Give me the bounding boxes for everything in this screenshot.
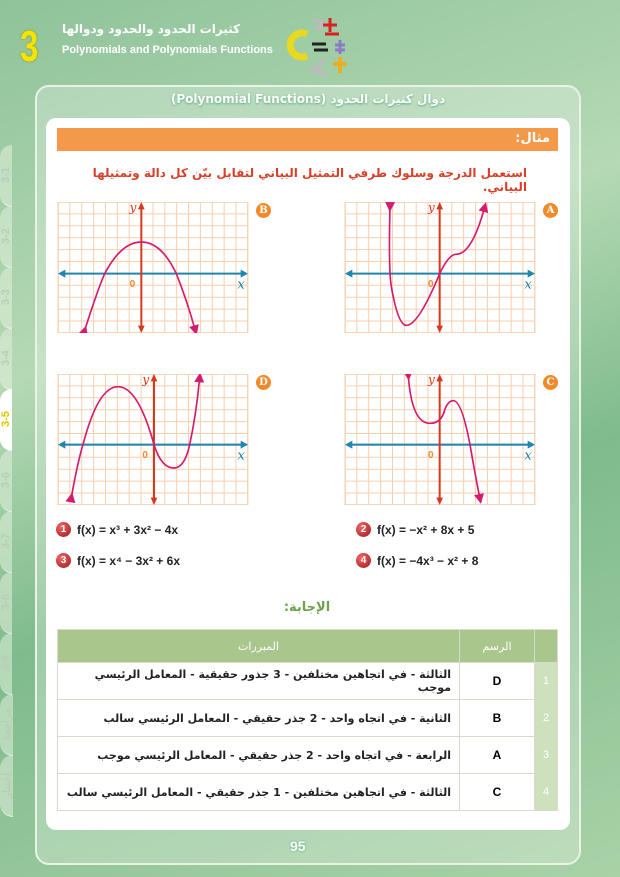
equation-number: 4 (356, 553, 371, 568)
table-row (58, 663, 558, 700)
chapter-title-ar: كثيرات الحدود والحدود ودوالها (62, 22, 241, 36)
graph-b (57, 202, 249, 333)
graph-header: الرسم (460, 630, 535, 663)
equation-text: f(x) = x³ + 3x² − 4x (77, 522, 179, 537)
lesson-tabs (0, 145, 36, 816)
graph-label-a: A (543, 203, 558, 218)
row-graph: B (460, 700, 535, 737)
lesson-tab[interactable]: 3-9 (0, 633, 12, 695)
equation-4 (356, 553, 478, 568)
graph-label-c: C (543, 375, 558, 390)
row-graph: A (460, 737, 535, 774)
lesson-tab[interactable]: 3-3 (0, 267, 12, 329)
lesson-tab[interactable]: 3-1 (0, 145, 12, 207)
x-axis-label: x (524, 448, 532, 464)
instruction-text: استعمل الدرجة وسلوك طرفي التمثيل البياني لتقابل بيّن كل دالة وتمثيلها البياني. (92, 166, 527, 194)
origin-label: 0 (428, 450, 434, 461)
lesson-tab[interactable]: 3-8 (0, 572, 12, 634)
lesson-tab[interactable]: 3-2 (0, 206, 12, 268)
row-graph: D (460, 663, 535, 700)
lesson-tab[interactable]: 3-4 (0, 328, 12, 390)
x-axis-label: x (237, 277, 245, 293)
chapter-number: 3 (20, 22, 39, 71)
equation-number: 2 (356, 522, 371, 537)
table-row (58, 774, 558, 811)
graph-c (344, 374, 536, 505)
row-reason: الثانية - في اتجاه واحد - 2 جذر حقيقي - المعامل الرئيسي سالب (58, 700, 460, 737)
row-graph: C (460, 774, 535, 811)
reasons-header: المبررات (58, 630, 460, 663)
table-row (58, 737, 558, 774)
lesson-tab[interactable]: مراجعة (0, 694, 13, 756)
row-number: 4 (535, 774, 558, 811)
row-reason: الثالثة - في اتجاهين مختلفين - 1 جذر حقيقي - المعامل الرئيسي سالب (58, 774, 460, 811)
lesson-tab[interactable]: 3-6 (0, 450, 12, 512)
graph-label-d: D (256, 375, 271, 390)
origin-label: 0 (129, 279, 136, 290)
equation-number: 3 (56, 553, 71, 568)
equation-text: f(x) = −4x³ − x² + 8 (377, 553, 479, 568)
row-number: 1 (535, 663, 558, 700)
equation-1 (56, 522, 178, 537)
x-axis-label: x (524, 277, 532, 293)
x-axis-label: x (237, 448, 245, 464)
origin-label: 0 (142, 450, 148, 461)
y-axis-label: y (428, 202, 435, 215)
math-symbols-logo-icon (285, 12, 360, 82)
y-axis-label: y (428, 374, 435, 387)
equation-text: f(x) = −x² + 8x + 5 (377, 522, 475, 537)
graph-label-b: B (256, 203, 271, 218)
answer-table (57, 629, 558, 811)
equation-number: 1 (56, 522, 71, 537)
equation-text: f(x) = x⁴ − 3x² + 6x (77, 553, 180, 568)
page-number: 95 (290, 838, 306, 854)
row-reason: الرابعة - في اتجاه واحد - 2 جذر حقيقي - المعامل الرئيسي موجب (58, 737, 460, 774)
row-number: 3 (535, 737, 558, 774)
lesson-tab[interactable]: 3-7 (0, 511, 12, 573)
row-reason: الثالثة - في اتجاهين مختلفين - 3 جذور حقيقية - المعامل الرئيسي موجب (58, 663, 460, 700)
y-axis-label: y (142, 374, 150, 387)
example-header: مثال: (57, 128, 558, 151)
lesson-title: دوال كثيرات الحدود (Polynomial Functions) (170, 92, 446, 106)
origin-label: 0 (428, 279, 434, 290)
answer-label: الإجابة: (283, 600, 331, 615)
y-axis-label: y (129, 202, 137, 215)
equation-3 (56, 553, 180, 568)
row-number: 2 (535, 700, 558, 737)
chapter-title-en: Polynomials and Polynomials Functions (62, 44, 273, 56)
lesson-tab[interactable]: اختبار (0, 755, 13, 817)
equation-2 (356, 522, 474, 537)
graph-d (57, 374, 249, 505)
table-row (58, 700, 558, 737)
lesson-tab[interactable]: 3-5 (0, 389, 12, 451)
table-header-row (58, 630, 558, 663)
index-header (535, 630, 558, 663)
graph-a (344, 202, 536, 333)
